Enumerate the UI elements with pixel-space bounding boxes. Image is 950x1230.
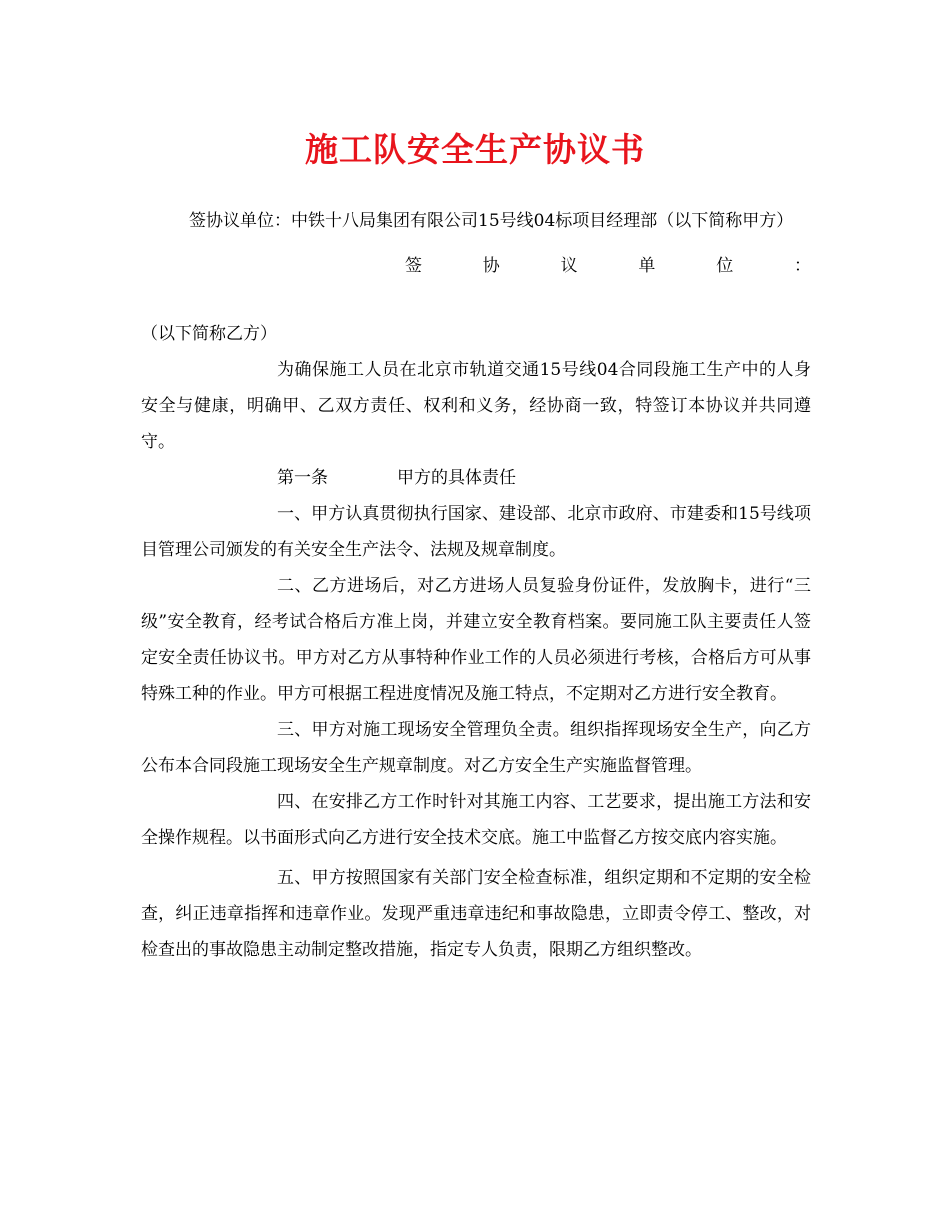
clause-paragraph: 一、甲方认真贯彻执行国家、建设部、北京市政府、市建委和15号线项目管理公司颁发的有关安全生产法令、法规及规章制度。 — [141, 504, 811, 560]
party-b-blank-space — [141, 284, 811, 316]
document-title: 施工队安全生产协议书 — [305, 130, 645, 169]
party-a-line: 签协议单位：中铁十八局集团有限公司15号线04标项目经理部（以下简称甲方） — [189, 211, 794, 231]
party-b-suffix: （以下简称乙方） — [141, 324, 277, 344]
article-1-heading — [141, 460, 811, 496]
clause-paragraph: 二、乙方进场后，对乙方进场人员复验身份证件，发放胸卡，进行“三级”安全教育，经考试合格后方准上岗，并建立安全教育档案。要同施工队主要责任人签定安全责任协议书。甲方对乙方从事特种作业工作的人员必须进行考核，合格后方可从事特殊工种的作业。甲方可根据工程进度情况及施工特点，不定期对乙方进行安全教育。 — [141, 576, 811, 704]
article-number: 第一条 — [277, 468, 328, 488]
party-b-label-char: 单 — [638, 256, 656, 276]
party-b-label-char: 位 — [716, 256, 734, 276]
clause-paragraph: 三、甲方对施工现场安全管理负全责。组织指挥现场安全生产，向乙方公布本合同段施工现场安全生产规章制度。对乙方安全生产实施监督管理。 — [141, 720, 811, 776]
party-b-label-char: 协 — [482, 256, 500, 276]
party-b-label — [141, 248, 811, 284]
clause-paragraph: 四、在安排乙方工作时针对其施工内容、工艺要求，提出施工方法和安全操作规程。以书面形式向乙方进行安全技术交底。施工中监督乙方按交底内容实施。 — [141, 792, 811, 848]
article-heading: 甲方的具体责任 — [397, 468, 516, 488]
document-body — [141, 203, 811, 968]
party-b-label-char: 议 — [560, 256, 578, 276]
intro-paragraph: 为确保施工人员在北京市轨道交通15号线04合同段施工生产中的人身安全与健康，明确甲、乙双方责任、权利和义务，经协商一致，特签订本协议并共同遵守。 — [141, 360, 811, 452]
party-b-label-char: ： — [793, 256, 811, 276]
clause-paragraph: 五、甲方按照国家有关部门安全检查标准，组织定期和不定期的安全检查，纠正违章指挥和违章作业。发现严重违章违纪和事故隐患，立即责令停工、整改，对检查出的事故隐患主动制定整改措施，指定专人负责，限期乙方组织整改。 — [141, 868, 811, 960]
party-b-label-char: 签 — [405, 256, 422, 276]
